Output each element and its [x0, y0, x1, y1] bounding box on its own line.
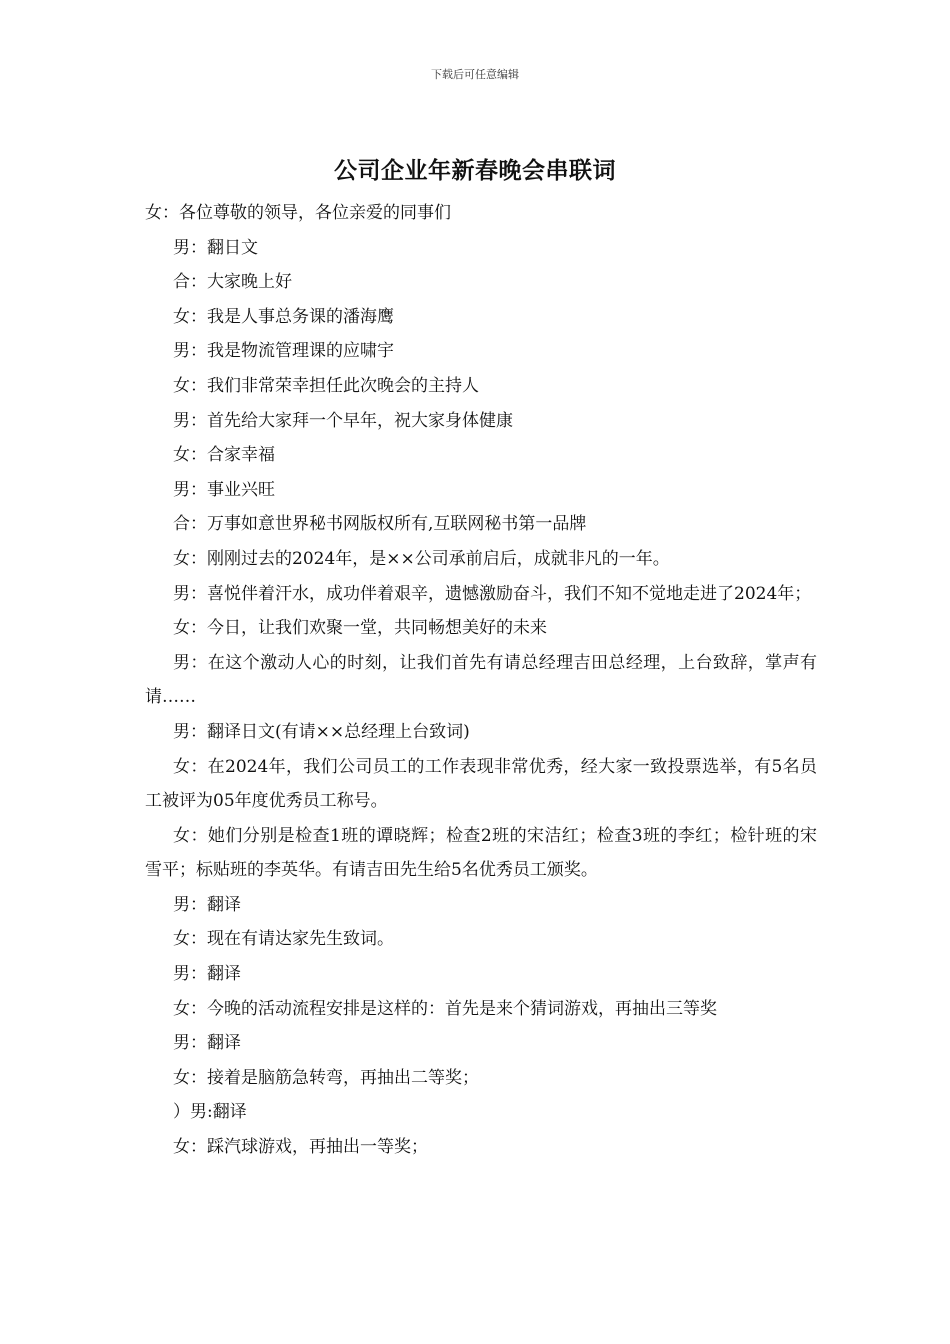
- paragraph: 女：现在有请达家先生致词。: [173, 929, 394, 950]
- paragraph: 女：刚刚过去的2024年，是××公司承前启后，成就非凡的一年。: [173, 548, 670, 569]
- paragraph: ）男:翻译: [173, 1102, 247, 1123]
- document-title: 公司企业年新春晚会串联词: [334, 157, 616, 184]
- paragraph: 女：我们非常荣幸担任此次晚会的主持人: [173, 375, 479, 396]
- paragraph: 女：各位尊敬的领导，各位亲爱的同事们: [145, 203, 451, 223]
- paragraph: 男：我是物流管理课的应啸宇: [173, 341, 394, 362]
- paragraph: 合：大家晚上好: [173, 272, 292, 293]
- paragraph: 女：在2024年，我们公司员工的工作表现非常优秀，经大家一致投票选举，有5名员工被评为05年度优秀员工称号。: [145, 756, 817, 812]
- document-body: [145, 196, 817, 1165]
- paragraph: 女：踩汽球游戏，再抽出一等奖；: [173, 1137, 428, 1158]
- paragraph: 女：今日，让我们欢聚一堂，共同畅想美好的未来: [173, 618, 547, 639]
- header-note: 下载后可任意编辑: [431, 68, 519, 81]
- paragraph: 男：首先给大家拜一个早年，祝大家身体健康: [173, 410, 513, 431]
- paragraph: 男：翻译: [173, 964, 241, 985]
- paragraph: 男：翻译: [173, 894, 241, 915]
- paragraph: 女：今晚的活动流程安排是这样的：首先是来个猜词游戏，再抽出三等奖: [173, 998, 717, 1019]
- paragraph: 女：接着是脑筋急转弯，再抽出二等奖；: [173, 1067, 479, 1088]
- paragraph: 男：事业兴旺: [173, 479, 275, 500]
- paragraph: 女：我是人事总务课的潘海鹰: [173, 306, 394, 327]
- paragraph: 男：翻日文: [173, 237, 258, 258]
- paragraph: 男：喜悦伴着汗水，成功伴着艰辛，遗憾激励奋斗，我们不知不觉地走进了2024年；: [173, 583, 812, 604]
- paragraph: 女：她们分别是检查1班的谭晓辉；检查2班的宋洁红；检查3班的李红；检针班的宋雪平；标贴班的李英华。有请吉田先生给5名优秀员工颁奖。: [145, 825, 817, 881]
- paragraph: 男：翻译: [173, 1033, 241, 1054]
- paragraph: 男：翻译日文(有请××总经理上台致词): [173, 721, 470, 742]
- paragraph: 男：在这个激动人心的时刻，让我们首先有请总经理吉田总经理，上台致辞，掌声有请……: [145, 652, 817, 708]
- paragraph: 女：合家幸福: [173, 445, 275, 466]
- paragraph: 合：万事如意世界秘书网版权所有,互联网秘书第一品牌: [173, 514, 587, 535]
